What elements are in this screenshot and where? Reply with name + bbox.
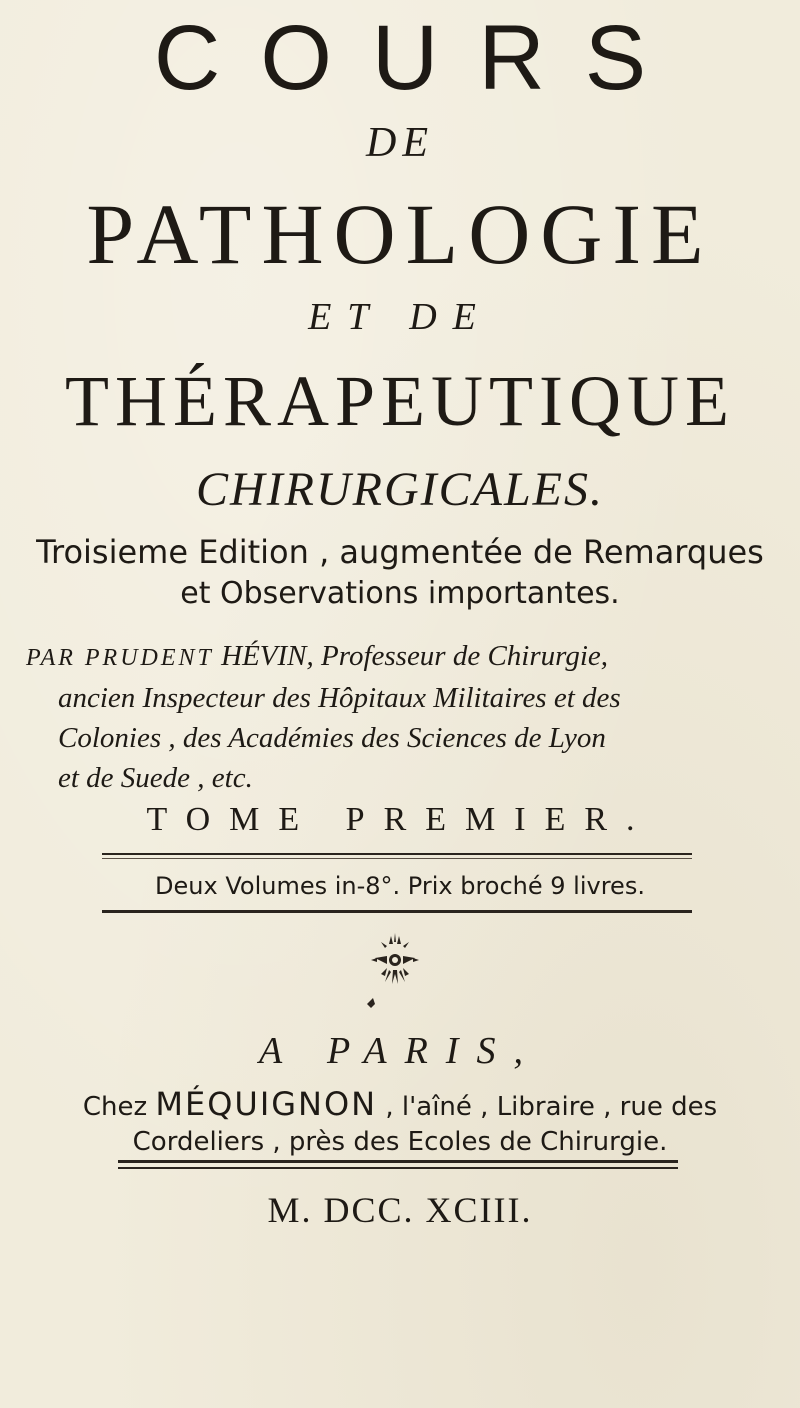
fleuron-ornament-icon <box>345 930 445 1010</box>
publisher-line-1 <box>0 1086 800 1125</box>
author-line-3: Colonies , des Académies des Sciences de Lyon <box>58 722 606 754</box>
title-therapeutique: THÉRAPEUTIQUE <box>65 361 735 441</box>
imprint-date: M. DCC. XCIII. <box>267 1190 533 1230</box>
title-de: DE <box>366 120 434 166</box>
publisher-chez: Chez <box>82 1092 148 1122</box>
rule-top <box>102 853 692 855</box>
imprint-place: A PARIS, <box>259 1030 541 1072</box>
edition-line-2: et Observations importantes. <box>180 576 620 611</box>
edition-line-1: Troisieme Edition , augmentée de Remarques <box>36 533 764 571</box>
volumes-price: Deux Volumes in-8°. Prix broché 9 livres. <box>155 872 645 900</box>
publisher-line-2: Cordeliers , près des Ecoles de Chirurgie. <box>132 1127 668 1157</box>
author-title: Professeur de Chirurgie, <box>321 640 609 672</box>
publisher-address-1: , l'aîné , Libraire , rue des <box>385 1092 718 1122</box>
title-chirurgicales: CHIRURGICALES. <box>196 463 604 516</box>
rule-bottom <box>118 1160 678 1163</box>
rule-top-thin <box>102 858 692 859</box>
author-line-1 <box>26 636 786 678</box>
author-line-4: et de Suede , etc. <box>58 762 253 794</box>
title-et-de: ET DE <box>308 296 492 338</box>
author-block <box>26 636 786 798</box>
title-cours: COURS <box>153 7 687 109</box>
tome-label: TOME PREMIER. <box>146 801 654 838</box>
title-pathologie: PATHOLOGIE <box>86 186 714 282</box>
author-name: HÉVIN, <box>221 640 314 672</box>
author-par: PAR PRUDENT <box>26 645 214 671</box>
publisher-name: MÉQUIGNON <box>155 1085 378 1123</box>
author-line-2: ancien Inspecteur des Hôpitaux Militaires et des <box>58 682 621 714</box>
rule-middle <box>102 910 692 913</box>
rule-bottom-second <box>118 1167 678 1169</box>
